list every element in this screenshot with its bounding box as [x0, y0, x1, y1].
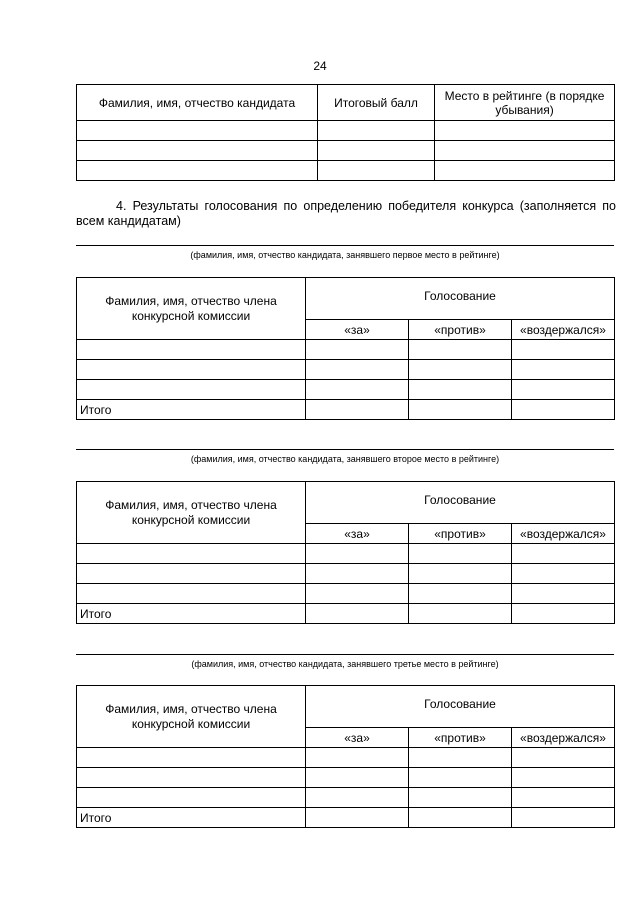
rating-cell[interactable]: [318, 161, 435, 181]
vote-cell[interactable]: [306, 788, 409, 808]
rating-header-place: Место в рейтинге (в порядке убывания): [435, 85, 615, 121]
table-row: [77, 340, 615, 360]
vote-cell[interactable]: [512, 340, 615, 360]
vote-cell[interactable]: [512, 360, 615, 380]
voting-header: Голосование: [306, 686, 615, 728]
total-row: [77, 604, 615, 624]
vote-for-header: «за»: [306, 524, 409, 544]
rating-cell[interactable]: [435, 161, 615, 181]
table-row: [77, 748, 615, 768]
rating-table-header: [77, 85, 615, 121]
vote-cell[interactable]: [306, 400, 409, 420]
vote-cell[interactable]: [409, 564, 512, 584]
vote-cell[interactable]: [512, 584, 615, 604]
vote-cell[interactable]: [77, 768, 306, 788]
vote-cell[interactable]: [409, 748, 512, 768]
table-row: [77, 564, 615, 584]
vote-cell[interactable]: [77, 380, 306, 400]
vote-cell[interactable]: [409, 340, 512, 360]
total-row: [77, 400, 615, 420]
table-row: [77, 360, 615, 380]
total-label: Итого: [77, 808, 306, 828]
candidate-name-line[interactable]: [76, 654, 614, 655]
vote-cell[interactable]: [77, 788, 306, 808]
vote-against-header: «против»: [409, 524, 512, 544]
vote-cell[interactable]: [77, 340, 306, 360]
rating-cell[interactable]: [318, 141, 435, 161]
voting-header: Голосование: [306, 278, 615, 320]
vote-for-header: «за»: [306, 320, 409, 340]
vote-cell[interactable]: [306, 544, 409, 564]
vote-cell[interactable]: [306, 748, 409, 768]
rating-cell[interactable]: [318, 121, 435, 141]
table-row: [77, 788, 615, 808]
candidate-caption: (фамилия, имя, отчество кандидата, занявшего первое место в рейтинге): [190, 250, 500, 260]
vote-cell[interactable]: [77, 544, 306, 564]
vote-cell[interactable]: [306, 360, 409, 380]
vote-against-header: «против»: [409, 728, 512, 748]
vote-cell[interactable]: [306, 768, 409, 788]
vote-cell[interactable]: [409, 400, 512, 420]
vote-cell[interactable]: [512, 400, 615, 420]
vote-against-header: «против»: [409, 320, 512, 340]
vote-cell[interactable]: [512, 544, 615, 564]
total-row: [77, 808, 615, 828]
vote-abstain-header: «воздержался»: [512, 320, 615, 340]
vote-cell[interactable]: [77, 360, 306, 380]
total-label: Итого: [77, 400, 306, 420]
page-number: 24: [313, 59, 327, 73]
rating-cell[interactable]: [77, 141, 318, 161]
vote-cell[interactable]: [409, 788, 512, 808]
candidate-caption: (фамилия, имя, отчество кандидата, занявшего второе место в рейтинге): [190, 454, 500, 464]
vote-cell[interactable]: [306, 604, 409, 624]
vote-cell[interactable]: [409, 808, 512, 828]
vote-cell[interactable]: [512, 748, 615, 768]
rating-header-name: Фамилия, имя, отчество кандидата: [77, 85, 318, 121]
vote-cell[interactable]: [409, 768, 512, 788]
vote-cell[interactable]: [409, 604, 512, 624]
total-label: Итого: [77, 604, 306, 624]
vote-cell[interactable]: [306, 584, 409, 604]
rating-table: [76, 84, 615, 181]
table-row: [77, 121, 615, 141]
table-row: [77, 584, 615, 604]
vote-cell[interactable]: [512, 788, 615, 808]
vote-cell[interactable]: [512, 808, 615, 828]
candidate-name-line[interactable]: [76, 449, 614, 450]
vote-cell[interactable]: [409, 380, 512, 400]
vote-for-header: «за»: [306, 728, 409, 748]
vote-cell[interactable]: [77, 748, 306, 768]
rating-cell[interactable]: [77, 161, 318, 181]
vote-cell[interactable]: [512, 768, 615, 788]
vote-cell[interactable]: [409, 544, 512, 564]
table-row: [77, 141, 615, 161]
vote-table-first: [76, 277, 615, 420]
vote-table-second: [76, 481, 615, 624]
member-column-header: Фамилия, имя, отчество члена конкурсной комиссии: [77, 278, 306, 340]
vote-cell[interactable]: [306, 564, 409, 584]
vote-cell[interactable]: [77, 564, 306, 584]
vote-cell[interactable]: [77, 584, 306, 604]
rating-cell[interactable]: [435, 141, 615, 161]
vote-cell[interactable]: [512, 380, 615, 400]
table-row: [77, 161, 615, 181]
vote-cell[interactable]: [306, 340, 409, 360]
candidate-name-line[interactable]: [76, 245, 614, 246]
rating-cell[interactable]: [435, 121, 615, 141]
vote-cell[interactable]: [512, 564, 615, 584]
rating-cell[interactable]: [77, 121, 318, 141]
candidate-caption: (фамилия, имя, отчество кандидата, занявшего третье место в рейтинге): [191, 659, 499, 669]
vote-cell[interactable]: [306, 380, 409, 400]
table-row: [77, 544, 615, 564]
vote-cell[interactable]: [409, 584, 512, 604]
section-heading: 4. Результаты голосования по определению победителя конкурса (заполняется по всем кандидатам): [76, 199, 616, 228]
vote-table-third: [76, 685, 615, 828]
vote-abstain-header: «воздержался»: [512, 728, 615, 748]
voting-header: Голосование: [306, 482, 615, 524]
vote-abstain-header: «воздержался»: [512, 524, 615, 544]
vote-cell[interactable]: [409, 360, 512, 380]
member-column-header: Фамилия, имя, отчество члена конкурсной комиссии: [77, 482, 306, 544]
vote-cell[interactable]: [306, 808, 409, 828]
member-column-header: Фамилия, имя, отчество члена конкурсной комиссии: [77, 686, 306, 748]
rating-header-score: Итоговый балл: [318, 85, 435, 121]
vote-cell[interactable]: [512, 604, 615, 624]
table-row: [77, 380, 615, 400]
table-row: [77, 768, 615, 788]
